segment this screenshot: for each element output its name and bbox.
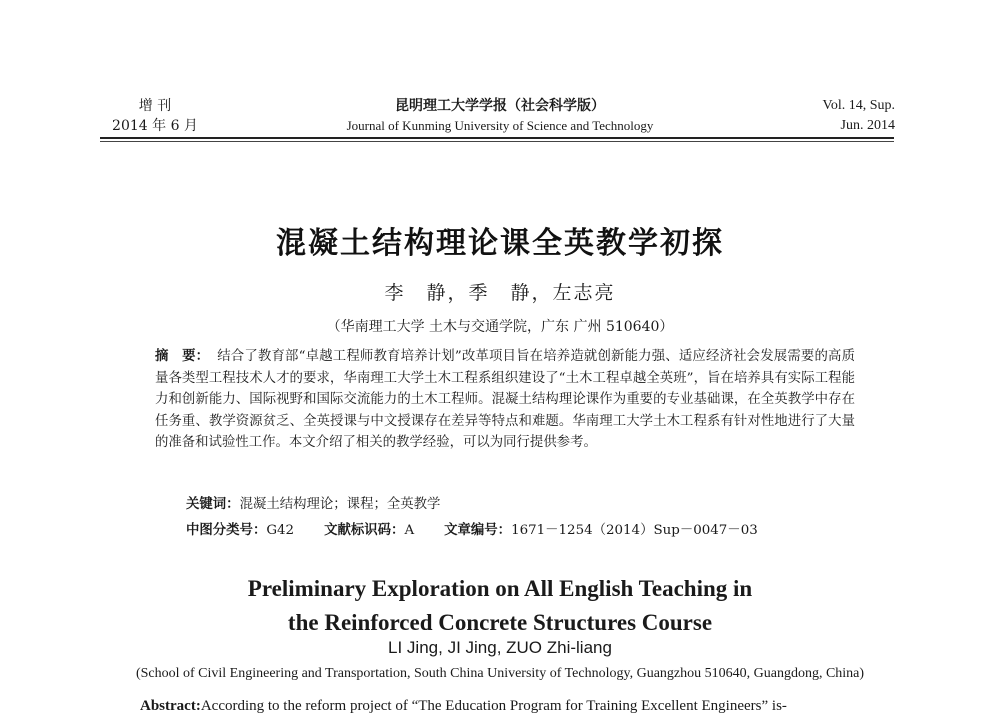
doc-code-value: A <box>404 523 415 538</box>
issue-type: 增 刊 <box>138 98 172 114</box>
authors-en: LI Jing, JI Jing, ZUO Zhi-liang <box>388 638 612 657</box>
clc-value: G42 <box>266 523 295 538</box>
clc-label: 中图分类号： <box>186 523 267 538</box>
doc-code-label: 文献标识码： <box>324 523 405 538</box>
journal-name-cn: 昆明理工大学学报（社会科学版） <box>395 98 605 114</box>
abstract-cn-label: 摘 要： <box>155 349 210 364</box>
keywords-label: 关键词： <box>186 497 240 512</box>
keywords-text: 混凝土结构理论；课程；全英教学 <box>239 497 441 512</box>
authors-cn: 李 静，季 静，左志亮 <box>384 282 616 304</box>
paper-title-en-line2: the Reinforced Concrete Structures Course <box>287 610 713 635</box>
header-rule-thick <box>100 137 894 139</box>
article-number-value: 1671－1254（2014）Sup－0047－03 <box>511 523 758 538</box>
affiliation-cn: （华南理工大学 土木与交通学院，广东 广州 510640） <box>326 319 674 335</box>
classification-line <box>186 521 788 541</box>
header-rule-thin <box>100 141 894 142</box>
keywords-cn <box>186 495 440 515</box>
issue-date: 2014 年 6 月 <box>112 118 198 134</box>
volume-number: Vol. 14, Sup. <box>822 98 895 113</box>
abstract-cn <box>155 346 855 454</box>
journal-issue-info <box>100 96 210 136</box>
abstract-en-label: Abstract: <box>140 698 201 714</box>
abstract-cn-text: 结合了教育部“卓越工程师教育培养计划”改革项目旨在培养造就创新能力强、适应经济社会发展需要的高质量各类型工程技术人才的要求，华南理工大学土木工程系组织建设了“土木工程卓越全英班”，旨在培养具有实际工程能力和创新能力、国际视野和国际交流能力的土木工程师。混凝土结构理论课作为重要的专业基础课，在全英教学中存在任务重、教学资源贫乏、全英授课与中文授课存在差异等特点和难题。华南理工大学土木工程系有针对性地进行了大量的准备和试验性工作。本文介绍了相关的教学经验，可以为同行提供参考。 <box>155 349 855 450</box>
affiliation-en: (School of Civil Engineering and Transportation, South China University of Technology, Guangzhou 510640, Guangdong, China) <box>135 666 865 681</box>
abstract-en <box>140 698 900 715</box>
paper-title-en <box>0 572 1000 640</box>
journal-name <box>290 96 710 136</box>
article-number-label: 文章编号： <box>444 523 512 538</box>
volume-date: Jun. 2014 <box>840 118 895 133</box>
paper-title-cn: 混凝土结构理论课全英教学初探 <box>276 226 724 261</box>
paper-title-en-line1: Preliminary Exploration on All English Teaching in <box>247 576 753 601</box>
volume-info <box>745 96 895 136</box>
journal-name-en: Journal of Kunming University of Science and Technology <box>346 118 654 133</box>
abstract-en-text: According to the reform project of “The Education Program for Training Excellent Engineers” is- <box>200 698 787 714</box>
